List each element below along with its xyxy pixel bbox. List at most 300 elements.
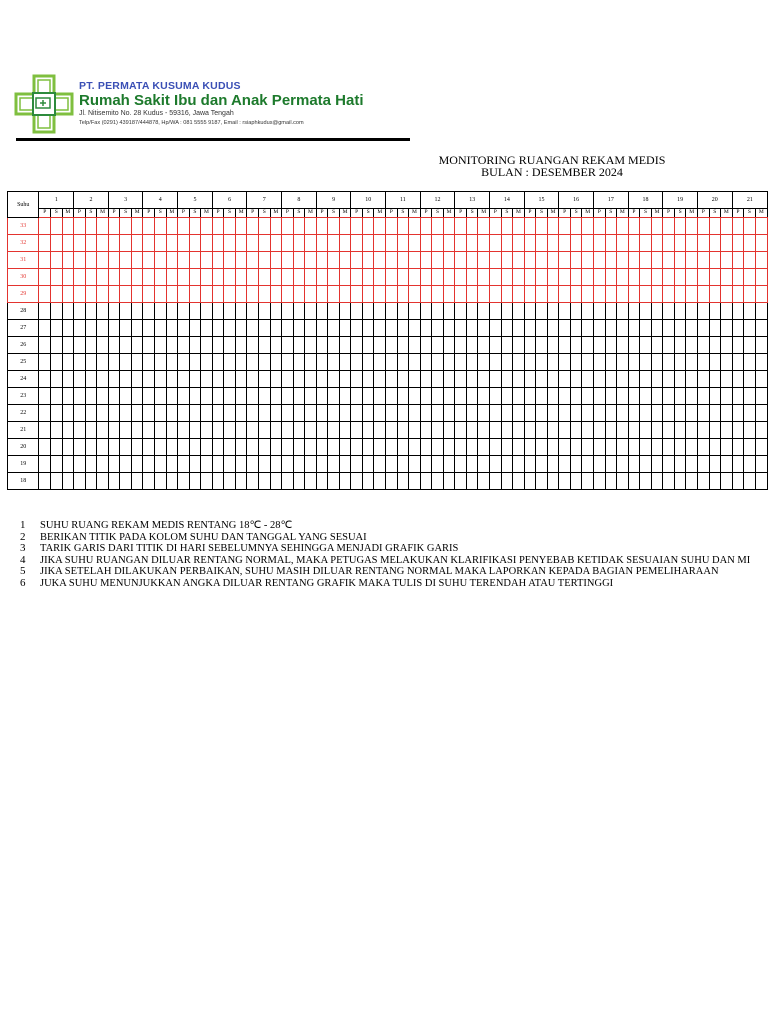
temperature-cell[interactable] <box>455 388 467 405</box>
temperature-cell[interactable] <box>420 456 432 473</box>
temperature-cell[interactable] <box>570 371 582 388</box>
temperature-cell[interactable] <box>224 218 236 235</box>
temperature-cell[interactable] <box>212 456 224 473</box>
temperature-cell[interactable] <box>85 235 97 252</box>
temperature-cell[interactable] <box>674 337 686 354</box>
temperature-cell[interactable] <box>235 456 247 473</box>
temperature-cell[interactable] <box>120 405 132 422</box>
temperature-cell[interactable] <box>328 405 340 422</box>
temperature-cell[interactable] <box>39 252 51 269</box>
temperature-cell[interactable] <box>570 388 582 405</box>
temperature-cell[interactable] <box>455 337 467 354</box>
temperature-cell[interactable] <box>235 269 247 286</box>
temperature-cell[interactable] <box>455 269 467 286</box>
temperature-cell[interactable] <box>293 286 305 303</box>
temperature-cell[interactable] <box>201 371 213 388</box>
temperature-cell[interactable] <box>270 439 282 456</box>
temperature-cell[interactable] <box>640 473 652 490</box>
temperature-cell[interactable] <box>328 422 340 439</box>
temperature-cell[interactable] <box>628 371 640 388</box>
temperature-cell[interactable] <box>755 269 767 286</box>
temperature-cell[interactable] <box>374 337 386 354</box>
temperature-cell[interactable] <box>108 303 120 320</box>
temperature-cell[interactable] <box>224 286 236 303</box>
temperature-cell[interactable] <box>570 354 582 371</box>
temperature-cell[interactable] <box>235 371 247 388</box>
temperature-cell[interactable] <box>721 439 733 456</box>
temperature-cell[interactable] <box>339 218 351 235</box>
temperature-cell[interactable] <box>697 456 709 473</box>
temperature-cell[interactable] <box>709 320 721 337</box>
temperature-cell[interactable] <box>536 439 548 456</box>
temperature-cell[interactable] <box>374 405 386 422</box>
temperature-cell[interactable] <box>212 303 224 320</box>
temperature-cell[interactable] <box>166 456 178 473</box>
temperature-cell[interactable] <box>282 320 294 337</box>
temperature-cell[interactable] <box>155 422 167 439</box>
temperature-cell[interactable] <box>74 235 86 252</box>
temperature-cell[interactable] <box>582 252 594 269</box>
temperature-cell[interactable] <box>513 269 525 286</box>
temperature-cell[interactable] <box>374 473 386 490</box>
temperature-cell[interactable] <box>755 303 767 320</box>
temperature-cell[interactable] <box>293 371 305 388</box>
temperature-cell[interactable] <box>409 269 421 286</box>
temperature-cell[interactable] <box>443 473 455 490</box>
temperature-cell[interactable] <box>328 371 340 388</box>
temperature-cell[interactable] <box>247 218 259 235</box>
temperature-cell[interactable] <box>293 252 305 269</box>
temperature-cell[interactable] <box>270 303 282 320</box>
temperature-cell[interactable] <box>51 456 63 473</box>
temperature-cell[interactable] <box>594 235 606 252</box>
temperature-cell[interactable] <box>697 235 709 252</box>
temperature-cell[interactable] <box>85 286 97 303</box>
temperature-cell[interactable] <box>547 286 559 303</box>
temperature-cell[interactable] <box>97 320 109 337</box>
temperature-cell[interactable] <box>466 303 478 320</box>
temperature-cell[interactable] <box>617 439 629 456</box>
temperature-cell[interactable] <box>258 371 270 388</box>
temperature-cell[interactable] <box>524 371 536 388</box>
temperature-cell[interactable] <box>455 439 467 456</box>
temperature-cell[interactable] <box>62 371 74 388</box>
temperature-cell[interactable] <box>258 422 270 439</box>
temperature-cell[interactable] <box>224 388 236 405</box>
temperature-cell[interactable] <box>339 303 351 320</box>
temperature-cell[interactable] <box>305 320 317 337</box>
temperature-cell[interactable] <box>270 388 282 405</box>
temperature-cell[interactable] <box>524 286 536 303</box>
temperature-cell[interactable] <box>97 218 109 235</box>
temperature-cell[interactable] <box>62 473 74 490</box>
temperature-cell[interactable] <box>443 405 455 422</box>
temperature-cell[interactable] <box>409 439 421 456</box>
temperature-cell[interactable] <box>628 422 640 439</box>
temperature-cell[interactable] <box>455 252 467 269</box>
temperature-cell[interactable] <box>409 252 421 269</box>
temperature-cell[interactable] <box>305 235 317 252</box>
temperature-cell[interactable] <box>74 405 86 422</box>
temperature-cell[interactable] <box>386 354 398 371</box>
temperature-cell[interactable] <box>513 235 525 252</box>
temperature-cell[interactable] <box>628 388 640 405</box>
temperature-cell[interactable] <box>247 473 259 490</box>
temperature-cell[interactable] <box>247 422 259 439</box>
temperature-cell[interactable] <box>212 473 224 490</box>
temperature-cell[interactable] <box>605 388 617 405</box>
temperature-cell[interactable] <box>628 269 640 286</box>
temperature-cell[interactable] <box>594 218 606 235</box>
temperature-cell[interactable] <box>432 354 444 371</box>
temperature-cell[interactable] <box>686 405 698 422</box>
temperature-cell[interactable] <box>386 218 398 235</box>
temperature-cell[interactable] <box>201 337 213 354</box>
temperature-cell[interactable] <box>617 320 629 337</box>
temperature-cell[interactable] <box>559 439 571 456</box>
temperature-cell[interactable] <box>178 269 190 286</box>
temperature-cell[interactable] <box>74 269 86 286</box>
temperature-cell[interactable] <box>108 354 120 371</box>
temperature-cell[interactable] <box>316 439 328 456</box>
temperature-cell[interactable] <box>570 218 582 235</box>
temperature-cell[interactable] <box>663 439 675 456</box>
temperature-cell[interactable] <box>328 456 340 473</box>
temperature-cell[interactable] <box>559 388 571 405</box>
temperature-cell[interactable] <box>235 218 247 235</box>
temperature-cell[interactable] <box>155 235 167 252</box>
temperature-cell[interactable] <box>443 269 455 286</box>
temperature-cell[interactable] <box>143 320 155 337</box>
temperature-cell[interactable] <box>270 320 282 337</box>
temperature-cell[interactable] <box>397 354 409 371</box>
temperature-cell[interactable] <box>143 422 155 439</box>
temperature-cell[interactable] <box>686 439 698 456</box>
temperature-cell[interactable] <box>85 473 97 490</box>
temperature-cell[interactable] <box>189 320 201 337</box>
temperature-cell[interactable] <box>605 371 617 388</box>
temperature-cell[interactable] <box>51 269 63 286</box>
temperature-cell[interactable] <box>258 286 270 303</box>
temperature-cell[interactable] <box>640 337 652 354</box>
temperature-cell[interactable] <box>362 439 374 456</box>
temperature-cell[interactable] <box>640 252 652 269</box>
temperature-cell[interactable] <box>397 439 409 456</box>
temperature-cell[interactable] <box>605 405 617 422</box>
temperature-cell[interactable] <box>39 337 51 354</box>
temperature-cell[interactable] <box>536 456 548 473</box>
temperature-cell[interactable] <box>247 439 259 456</box>
temperature-cell[interactable] <box>247 371 259 388</box>
temperature-cell[interactable] <box>420 354 432 371</box>
temperature-cell[interactable] <box>663 422 675 439</box>
temperature-cell[interactable] <box>432 371 444 388</box>
temperature-cell[interactable] <box>443 354 455 371</box>
temperature-cell[interactable] <box>409 456 421 473</box>
temperature-cell[interactable] <box>697 320 709 337</box>
temperature-cell[interactable] <box>409 235 421 252</box>
temperature-cell[interactable] <box>478 422 490 439</box>
temperature-cell[interactable] <box>466 252 478 269</box>
temperature-cell[interactable] <box>62 286 74 303</box>
temperature-cell[interactable] <box>155 388 167 405</box>
temperature-cell[interactable] <box>686 269 698 286</box>
temperature-cell[interactable] <box>466 286 478 303</box>
temperature-cell[interactable] <box>594 320 606 337</box>
temperature-cell[interactable] <box>224 337 236 354</box>
temperature-cell[interactable] <box>594 405 606 422</box>
temperature-cell[interactable] <box>605 269 617 286</box>
temperature-cell[interactable] <box>201 473 213 490</box>
temperature-cell[interactable] <box>305 473 317 490</box>
temperature-cell[interactable] <box>224 439 236 456</box>
temperature-cell[interactable] <box>224 371 236 388</box>
temperature-cell[interactable] <box>166 439 178 456</box>
temperature-cell[interactable] <box>755 473 767 490</box>
temperature-cell[interactable] <box>674 371 686 388</box>
temperature-cell[interactable] <box>293 422 305 439</box>
temperature-cell[interactable] <box>513 252 525 269</box>
temperature-cell[interactable] <box>732 218 744 235</box>
temperature-cell[interactable] <box>143 303 155 320</box>
temperature-cell[interactable] <box>594 337 606 354</box>
temperature-cell[interactable] <box>478 371 490 388</box>
temperature-cell[interactable] <box>594 473 606 490</box>
temperature-cell[interactable] <box>386 337 398 354</box>
temperature-cell[interactable] <box>247 456 259 473</box>
temperature-cell[interactable] <box>559 354 571 371</box>
temperature-cell[interactable] <box>628 456 640 473</box>
temperature-cell[interactable] <box>108 337 120 354</box>
temperature-cell[interactable] <box>178 235 190 252</box>
temperature-cell[interactable] <box>386 388 398 405</box>
temperature-cell[interactable] <box>663 303 675 320</box>
temperature-cell[interactable] <box>640 422 652 439</box>
temperature-cell[interactable] <box>166 235 178 252</box>
temperature-cell[interactable] <box>282 439 294 456</box>
temperature-cell[interactable] <box>409 320 421 337</box>
temperature-cell[interactable] <box>651 422 663 439</box>
temperature-cell[interactable] <box>62 303 74 320</box>
temperature-cell[interactable] <box>744 320 756 337</box>
temperature-cell[interactable] <box>39 269 51 286</box>
temperature-cell[interactable] <box>258 473 270 490</box>
temperature-cell[interactable] <box>490 371 502 388</box>
temperature-cell[interactable] <box>709 354 721 371</box>
temperature-cell[interactable] <box>721 320 733 337</box>
temperature-cell[interactable] <box>455 456 467 473</box>
temperature-cell[interactable] <box>328 235 340 252</box>
temperature-cell[interactable] <box>270 371 282 388</box>
temperature-cell[interactable] <box>293 439 305 456</box>
temperature-cell[interactable] <box>409 286 421 303</box>
temperature-cell[interactable] <box>235 439 247 456</box>
temperature-cell[interactable] <box>51 371 63 388</box>
temperature-cell[interactable] <box>351 388 363 405</box>
temperature-cell[interactable] <box>536 218 548 235</box>
temperature-cell[interactable] <box>282 422 294 439</box>
temperature-cell[interactable] <box>501 286 513 303</box>
temperature-cell[interactable] <box>443 371 455 388</box>
temperature-cell[interactable] <box>108 218 120 235</box>
temperature-cell[interactable] <box>374 388 386 405</box>
temperature-cell[interactable] <box>351 337 363 354</box>
temperature-cell[interactable] <box>409 405 421 422</box>
temperature-cell[interactable] <box>744 269 756 286</box>
temperature-cell[interactable] <box>663 218 675 235</box>
temperature-cell[interactable] <box>316 473 328 490</box>
temperature-cell[interactable] <box>108 439 120 456</box>
temperature-cell[interactable] <box>663 354 675 371</box>
temperature-cell[interactable] <box>51 354 63 371</box>
temperature-cell[interactable] <box>155 371 167 388</box>
temperature-cell[interactable] <box>651 269 663 286</box>
temperature-cell[interactable] <box>362 218 374 235</box>
temperature-cell[interactable] <box>212 218 224 235</box>
temperature-cell[interactable] <box>709 388 721 405</box>
temperature-cell[interactable] <box>651 354 663 371</box>
temperature-cell[interactable] <box>108 286 120 303</box>
temperature-cell[interactable] <box>582 405 594 422</box>
temperature-cell[interactable] <box>189 422 201 439</box>
temperature-cell[interactable] <box>466 235 478 252</box>
temperature-cell[interactable] <box>374 286 386 303</box>
temperature-cell[interactable] <box>490 456 502 473</box>
temperature-cell[interactable] <box>258 405 270 422</box>
temperature-cell[interactable] <box>39 473 51 490</box>
temperature-cell[interactable] <box>305 456 317 473</box>
temperature-cell[interactable] <box>524 456 536 473</box>
temperature-cell[interactable] <box>178 337 190 354</box>
temperature-cell[interactable] <box>547 235 559 252</box>
temperature-cell[interactable] <box>178 252 190 269</box>
temperature-cell[interactable] <box>62 320 74 337</box>
temperature-cell[interactable] <box>351 405 363 422</box>
temperature-cell[interactable] <box>478 473 490 490</box>
temperature-cell[interactable] <box>328 388 340 405</box>
temperature-cell[interactable] <box>39 422 51 439</box>
temperature-cell[interactable] <box>744 252 756 269</box>
temperature-cell[interactable] <box>131 439 143 456</box>
temperature-cell[interactable] <box>362 337 374 354</box>
temperature-cell[interactable] <box>432 320 444 337</box>
temperature-cell[interactable] <box>628 252 640 269</box>
temperature-cell[interactable] <box>120 439 132 456</box>
temperature-cell[interactable] <box>501 473 513 490</box>
temperature-cell[interactable] <box>282 286 294 303</box>
temperature-cell[interactable] <box>351 371 363 388</box>
temperature-cell[interactable] <box>224 269 236 286</box>
temperature-cell[interactable] <box>97 388 109 405</box>
temperature-cell[interactable] <box>536 354 548 371</box>
temperature-cell[interactable] <box>362 371 374 388</box>
temperature-cell[interactable] <box>582 337 594 354</box>
temperature-cell[interactable] <box>316 218 328 235</box>
temperature-cell[interactable] <box>674 286 686 303</box>
temperature-cell[interactable] <box>709 473 721 490</box>
temperature-cell[interactable] <box>420 320 432 337</box>
temperature-cell[interactable] <box>513 473 525 490</box>
temperature-cell[interactable] <box>189 473 201 490</box>
temperature-cell[interactable] <box>547 388 559 405</box>
temperature-cell[interactable] <box>189 303 201 320</box>
temperature-cell[interactable] <box>732 252 744 269</box>
temperature-cell[interactable] <box>108 371 120 388</box>
temperature-cell[interactable] <box>605 235 617 252</box>
temperature-cell[interactable] <box>131 320 143 337</box>
temperature-cell[interactable] <box>282 405 294 422</box>
temperature-cell[interactable] <box>97 354 109 371</box>
temperature-cell[interactable] <box>709 439 721 456</box>
temperature-cell[interactable] <box>258 252 270 269</box>
temperature-cell[interactable] <box>559 371 571 388</box>
temperature-cell[interactable] <box>686 252 698 269</box>
temperature-cell[interactable] <box>74 303 86 320</box>
temperature-cell[interactable] <box>674 303 686 320</box>
temperature-cell[interactable] <box>501 303 513 320</box>
temperature-cell[interactable] <box>62 405 74 422</box>
temperature-cell[interactable] <box>490 235 502 252</box>
temperature-cell[interactable] <box>328 473 340 490</box>
temperature-cell[interactable] <box>490 269 502 286</box>
temperature-cell[interactable] <box>178 320 190 337</box>
temperature-cell[interactable] <box>155 354 167 371</box>
temperature-cell[interactable] <box>178 354 190 371</box>
temperature-cell[interactable] <box>224 320 236 337</box>
temperature-cell[interactable] <box>570 269 582 286</box>
temperature-cell[interactable] <box>490 354 502 371</box>
temperature-cell[interactable] <box>189 218 201 235</box>
temperature-cell[interactable] <box>536 269 548 286</box>
temperature-cell[interactable] <box>166 269 178 286</box>
temperature-cell[interactable] <box>178 388 190 405</box>
temperature-cell[interactable] <box>351 303 363 320</box>
temperature-cell[interactable] <box>559 337 571 354</box>
temperature-cell[interactable] <box>432 337 444 354</box>
temperature-cell[interactable] <box>51 439 63 456</box>
temperature-cell[interactable] <box>651 303 663 320</box>
temperature-cell[interactable] <box>501 354 513 371</box>
temperature-cell[interactable] <box>282 354 294 371</box>
temperature-cell[interactable] <box>85 252 97 269</box>
temperature-cell[interactable] <box>258 388 270 405</box>
temperature-cell[interactable] <box>62 269 74 286</box>
temperature-cell[interactable] <box>62 422 74 439</box>
temperature-cell[interactable] <box>362 388 374 405</box>
temperature-cell[interactable] <box>478 320 490 337</box>
temperature-cell[interactable] <box>547 422 559 439</box>
temperature-cell[interactable] <box>640 235 652 252</box>
temperature-cell[interactable] <box>432 405 444 422</box>
temperature-cell[interactable] <box>686 354 698 371</box>
temperature-cell[interactable] <box>39 286 51 303</box>
temperature-cell[interactable] <box>270 235 282 252</box>
temperature-cell[interactable] <box>478 354 490 371</box>
temperature-cell[interactable] <box>143 252 155 269</box>
temperature-cell[interactable] <box>420 473 432 490</box>
temperature-cell[interactable] <box>513 371 525 388</box>
temperature-cell[interactable] <box>166 218 178 235</box>
temperature-cell[interactable] <box>85 337 97 354</box>
temperature-cell[interactable] <box>501 320 513 337</box>
temperature-cell[interactable] <box>443 218 455 235</box>
temperature-cell[interactable] <box>39 218 51 235</box>
temperature-cell[interactable] <box>374 422 386 439</box>
temperature-cell[interactable] <box>293 456 305 473</box>
temperature-cell[interactable] <box>74 422 86 439</box>
temperature-cell[interactable] <box>85 354 97 371</box>
temperature-cell[interactable] <box>143 439 155 456</box>
